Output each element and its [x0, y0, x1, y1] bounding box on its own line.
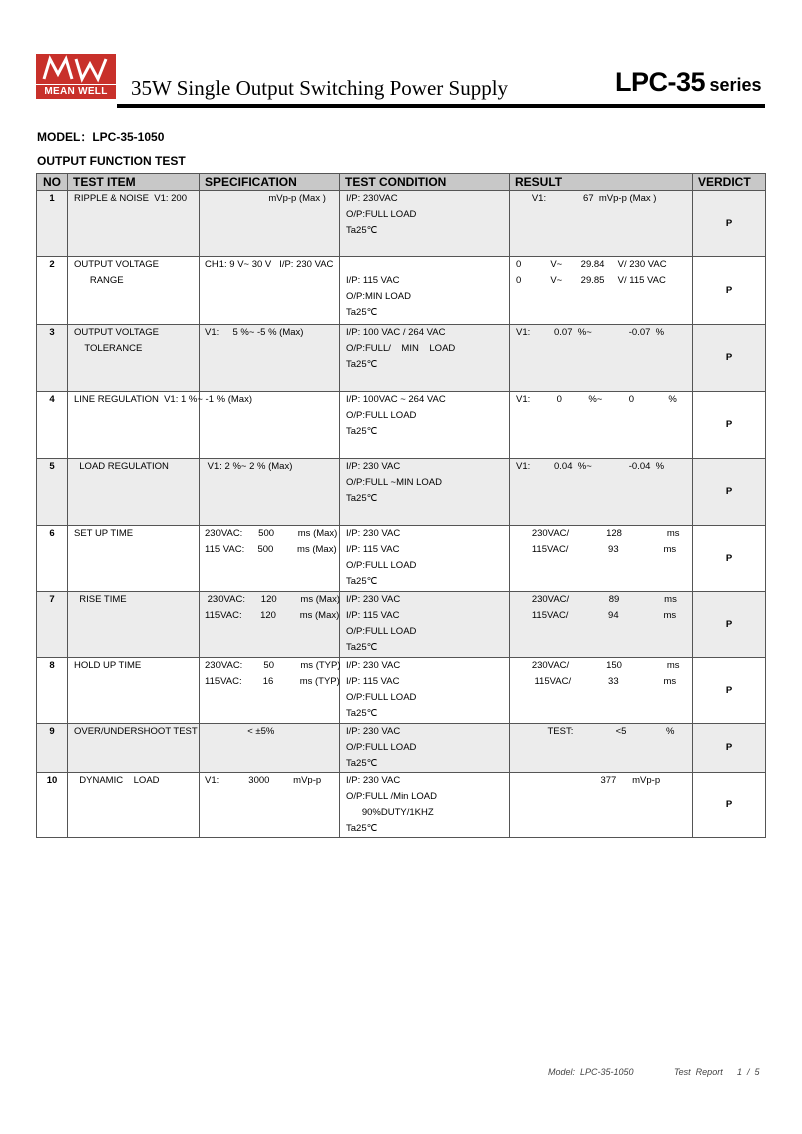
cell-specification: [200, 773, 340, 838]
cell-no: 10: [37, 773, 68, 838]
cell-line: 230VAC/ 128 ms: [516, 528, 680, 539]
cell-verdict: P: [693, 658, 766, 724]
cell-test-item: [68, 724, 200, 773]
cell-line: 115VAC: 16 ms (TYP): [205, 676, 340, 687]
header-verdict: VERDICT: [693, 174, 766, 191]
table-row: [37, 773, 766, 838]
cell-test-item: [68, 325, 200, 392]
cell-test-item: [68, 191, 200, 257]
cell-test-condition: [340, 724, 510, 773]
cell-specification: [200, 526, 340, 592]
table-row: [37, 459, 766, 526]
cell-line: O/P:FULL LOAD: [346, 410, 417, 421]
header-result: RESULT: [510, 174, 693, 191]
cell-verdict: P: [693, 592, 766, 658]
cell-specification: [200, 724, 340, 773]
cell-line: 377 mVp-p: [516, 775, 661, 786]
table-row: [37, 325, 766, 392]
cell-test-condition: [340, 773, 510, 838]
table-row: [37, 724, 766, 773]
table-header-row: [37, 174, 766, 191]
cell-verdict: P: [693, 325, 766, 392]
cell-line: I/P: 230 VAC: [346, 461, 401, 472]
cell-line: TOLERANCE: [74, 343, 143, 354]
cell-line: O/P:FULL LOAD: [346, 742, 417, 753]
table-row: [37, 392, 766, 459]
cell-line: CH1: 9 V~ 30 V I/P: 230 VAC: [205, 259, 334, 270]
footer-page: 1 / 5: [737, 1067, 760, 1077]
cell-test-condition: [340, 526, 510, 592]
series-title: [615, 67, 762, 98]
cell-line: I/P: 115 VAC: [346, 544, 400, 555]
cell-test-item: [68, 392, 252, 459]
table-row: [37, 257, 766, 325]
cell-test-condition: [340, 191, 510, 257]
cell-no: 7: [37, 592, 68, 658]
cell-line: Ta25℃: [346, 708, 378, 719]
cell-line: I/P: 230VAC: [346, 193, 398, 204]
header-no: NO: [37, 174, 68, 191]
cell-line: O/P:FULL /Min LOAD: [346, 791, 437, 802]
footer-model: Model: LPC-35-1050: [548, 1067, 634, 1077]
cell-line: V1: 2 %~ 2 % (Max): [205, 461, 293, 472]
mean-well-logo: [36, 54, 116, 99]
cell-no: 2: [37, 257, 68, 325]
cell-result: [510, 773, 693, 838]
cell-line: TEST: <5 %: [516, 726, 675, 737]
cell-line: Ta25℃: [346, 225, 378, 236]
section-title: OUTPUT FUNCTION TEST: [37, 154, 186, 168]
header-test-condition: TEST CONDITION: [340, 174, 510, 191]
cell-line: LOAD REGULATION: [74, 461, 169, 472]
cell-no: 4: [37, 392, 68, 459]
series-name: LPC-35: [615, 67, 706, 97]
cell-line: 230VAC: 50 ms (TYP): [205, 660, 341, 671]
cell-specification: [200, 325, 340, 392]
cell-result: [510, 592, 693, 658]
cell-line: 115VAC: 120 ms (Max): [205, 610, 340, 621]
cell-line: I/P: 100VAC ~ 264 VAC: [346, 394, 446, 405]
cell-line: SET UP TIME: [74, 528, 134, 539]
cell-no: 6: [37, 526, 68, 592]
cell-line: OVER/UNDERSHOOT TEST: [74, 726, 198, 737]
cell-line: I/P: 230 VAC: [346, 726, 401, 737]
cell-line: O/P:FULL LOAD: [346, 560, 417, 571]
cell-line: V1: 3000 mVp-p: [205, 775, 322, 786]
cell-line: 115VAC/ 33 ms: [516, 676, 677, 687]
logo-mw-glyph: [36, 54, 116, 84]
cell-line: HOLD UP TIME: [74, 660, 142, 671]
cell-test-item: [68, 459, 200, 526]
cell-line: V1: 67 mVp-p (Max ): [516, 193, 657, 204]
series-suffix: series: [709, 75, 762, 95]
cell-specification: [200, 658, 340, 724]
cell-line: Ta25℃: [346, 493, 378, 504]
cell-result: [510, 526, 693, 592]
cell-line: I/P: 230 VAC: [346, 528, 401, 539]
header-specification: SPECIFICATION: [200, 174, 340, 191]
cell-result: [510, 191, 693, 257]
table-row: [37, 526, 766, 592]
cell-line: OUTPUT VOLTAGE: [74, 327, 159, 338]
document-title: 35W Single Output Switching Power Supply: [131, 76, 509, 100]
cell-line: O/P:FULL LOAD: [346, 209, 417, 220]
logo-mark: [36, 54, 116, 84]
cell-line: 0 V~ 29.85 V/ 115 VAC: [516, 275, 666, 286]
model-line: MODEL：LPC-35-1050: [37, 130, 165, 144]
cell-test-condition: [340, 459, 510, 526]
cell-test-item: [68, 257, 200, 325]
cell-line: Ta25℃: [346, 426, 378, 437]
cell-line: < ±5%: [205, 726, 275, 737]
cell-result: [510, 257, 693, 325]
cell-line: Ta25℃: [346, 642, 378, 653]
cell-result: [510, 392, 693, 459]
cell-line: mVp-p (Max ): [205, 193, 326, 204]
table-row: [37, 191, 766, 257]
cell-test-item: [68, 658, 200, 724]
cell-no: 1: [37, 191, 68, 257]
cell-line: [346, 257, 509, 273]
cell-test-condition: [340, 592, 510, 658]
cell-line: I/P: 230 VAC: [346, 660, 401, 671]
cell-line: Ta25℃: [346, 307, 378, 318]
header-test-item: TEST ITEM: [68, 174, 200, 191]
cell-line: I/P: 230 VAC: [346, 594, 401, 605]
cell-result: [510, 724, 693, 773]
cell-specification: [200, 191, 340, 257]
cell-line: I/P: 115 VAC: [346, 676, 400, 687]
footer-report: Test Report: [674, 1067, 723, 1077]
cell-line: I/P: 100 VAC / 264 VAC: [346, 327, 446, 338]
table-row: [37, 592, 766, 658]
cell-line: RIPPLE & NOISE V1: 200: [74, 193, 187, 204]
cell-line: DYNAMIC LOAD: [74, 775, 160, 786]
cell-line: LINE REGULATION V1: 1 %~ -1 % (Max): [74, 394, 252, 405]
cell-line: 115VAC/ 94 ms: [516, 610, 677, 621]
cell-line: V1: 0.04 %~ -0.04 %: [516, 461, 665, 472]
cell-result: [510, 325, 693, 392]
cell-line: 90%DUTY/1KHZ: [346, 807, 434, 818]
table-body: [37, 191, 766, 838]
header-rule: [117, 104, 765, 108]
cell-test-condition: [340, 658, 510, 724]
cell-line: O/P:FULL/ MIN LOAD: [346, 343, 456, 354]
cell-verdict: P: [693, 724, 766, 773]
cell-specification: [200, 459, 340, 526]
cell-verdict: P: [693, 191, 766, 257]
cell-verdict: P: [693, 257, 766, 325]
cell-line: 230VAC/ 150 ms: [516, 660, 680, 671]
cell-verdict: P: [693, 773, 766, 838]
cell-no: 3: [37, 325, 68, 392]
cell-no: 8: [37, 658, 68, 724]
cell-result: [510, 459, 693, 526]
cell-test-condition: [340, 325, 510, 392]
cell-line: O/P:FULL ~MIN LOAD: [346, 477, 442, 488]
output-function-test-table: [36, 173, 766, 838]
cell-test-item: [68, 773, 200, 838]
cell-line: Ta25℃: [346, 823, 378, 834]
cell-line: V1: 0 %~ 0 %: [516, 394, 677, 405]
cell-line: RISE TIME: [74, 594, 127, 605]
cell-specification: [200, 592, 340, 658]
cell-line: 115 VAC: 500 ms (Max): [205, 544, 337, 555]
cell-line: Ta25℃: [346, 359, 378, 370]
cell-line: 230VAC/ 89 ms: [516, 594, 677, 605]
cell-line: I/P: 230 VAC: [346, 775, 401, 786]
cell-line: 230VAC: 120 ms (Max): [205, 594, 340, 605]
cell-line: O/P:FULL LOAD: [346, 626, 417, 637]
cell-line: I/P: 115 VAC: [346, 610, 400, 621]
cell-verdict: P: [693, 459, 766, 526]
cell-line: O/P:FULL LOAD: [346, 692, 417, 703]
table-row: [37, 658, 766, 724]
cell-verdict: P: [693, 392, 766, 459]
cell-line: 0 V~ 29.84 V/ 230 VAC: [516, 259, 667, 270]
cell-line: V1: 5 %~ -5 % (Max): [205, 327, 304, 338]
cell-line: 115VAC/ 93 ms: [516, 544, 677, 555]
cell-line: Ta25℃: [346, 758, 378, 769]
cell-test-item: [68, 526, 200, 592]
cell-test-condition: [340, 257, 510, 325]
cell-line: OUTPUT VOLTAGE: [74, 259, 159, 270]
logo-text: MEAN WELL: [36, 85, 116, 99]
cell-line: Ta25℃: [346, 576, 378, 587]
cell-result: [510, 658, 693, 724]
cell-verdict: P: [693, 526, 766, 592]
cell-line: 230VAC: 500 ms (Max): [205, 528, 338, 539]
cell-line: V1: 0.07 %~ -0.07 %: [516, 327, 665, 338]
cell-test-condition: [340, 392, 510, 459]
cell-line: I/P: 115 VAC: [346, 275, 400, 286]
cell-no: 9: [37, 724, 68, 773]
cell-test-item: [68, 592, 200, 658]
cell-line: O/P:MIN LOAD: [346, 291, 411, 302]
cell-no: 5: [37, 459, 68, 526]
cell-line: RANGE: [74, 275, 124, 286]
cell-specification: [200, 257, 340, 325]
